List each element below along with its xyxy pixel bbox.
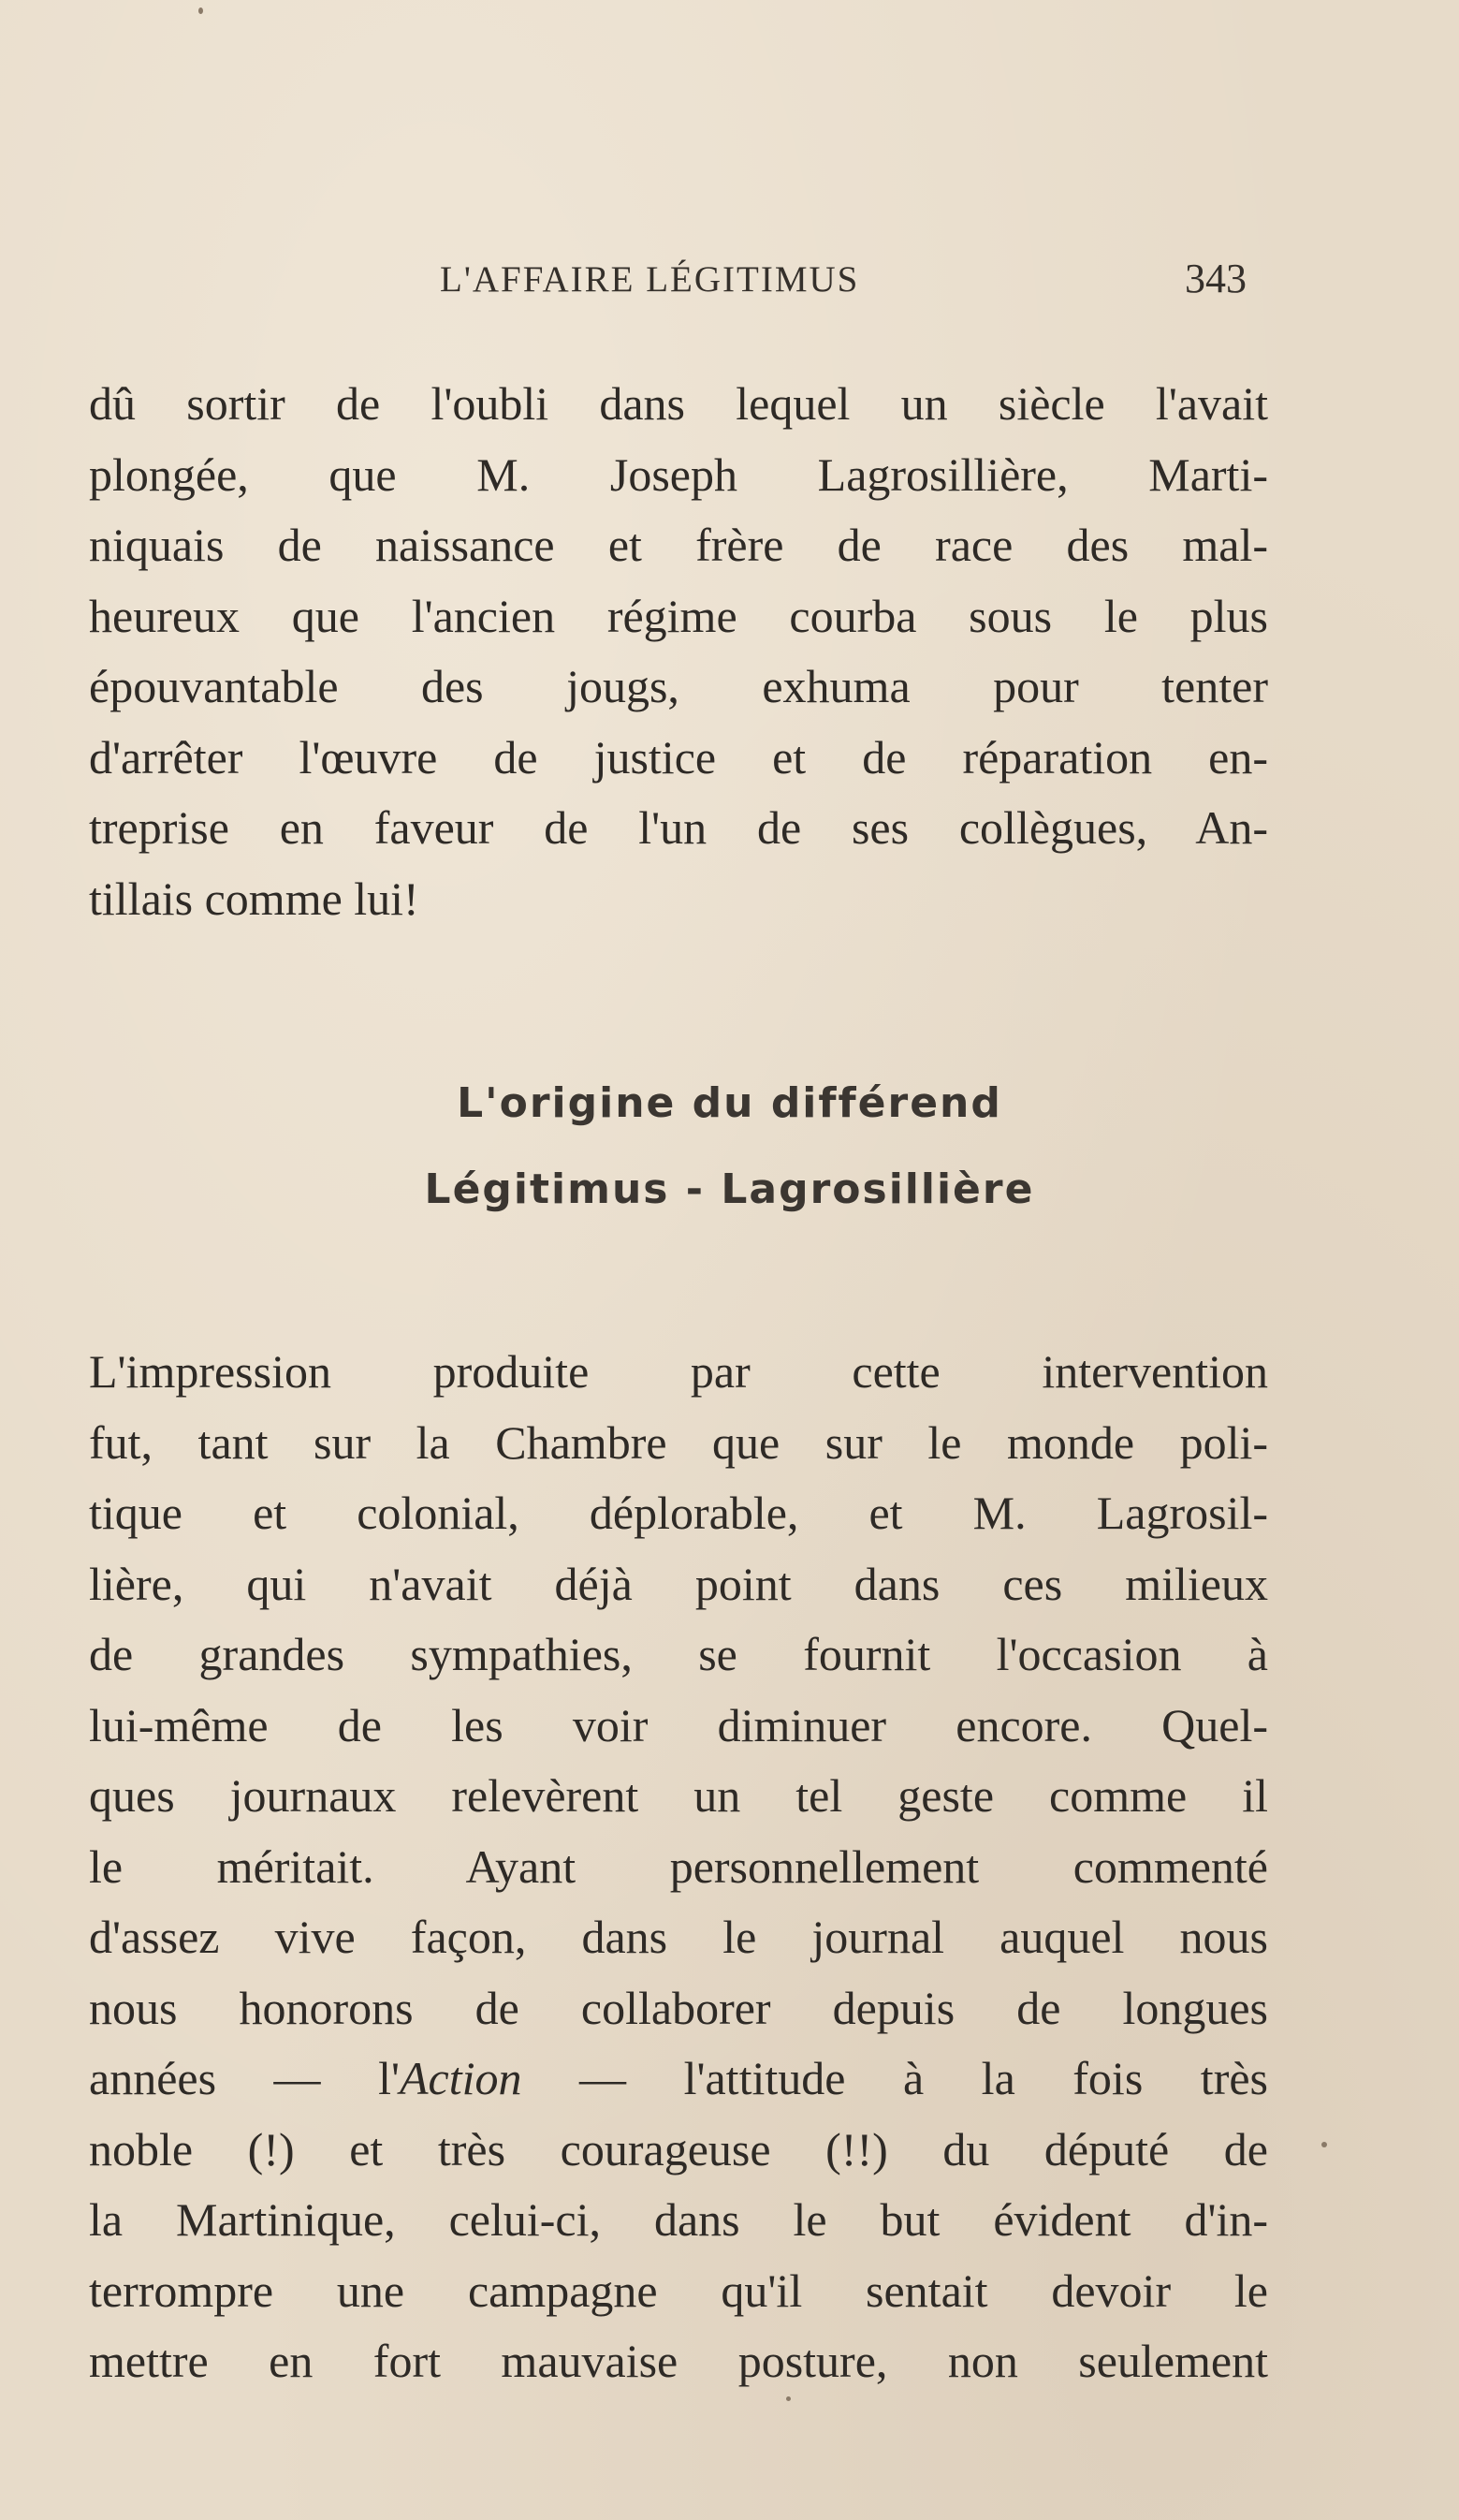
- text-line-with-italic: [89, 2044, 1268, 2115]
- text-line: niquais de naissance et frère de race des mal-: [89, 519, 1268, 571]
- paper-speck: [1321, 2142, 1327, 2147]
- text-line: terrompre une campagne qu'il sentait devoir le: [89, 2264, 1268, 2317]
- text-line: fut, tant sur la Chambre que sur le monde poli-: [89, 1415, 1268, 1469]
- text-line: la Martinique, celui-ci, dans le but évident d'in-: [89, 2193, 1268, 2246]
- newspaper-title: Action: [400, 2052, 522, 2104]
- text-line: plongée, que M. Joseph Lagrosillière, Marti-: [89, 447, 1268, 501]
- text-line: noble (!) et très courageuse (!!) du député de: [89, 2122, 1268, 2176]
- paper-speck: [786, 2396, 791, 2401]
- text-line: le méritait. Ayant personnellement commenté: [89, 1839, 1268, 1893]
- text-segment: années — l': [89, 2052, 400, 2104]
- text-line: tique et colonial, déplorable, et M. Lagrosil-: [89, 1487, 1268, 1539]
- paper-speck: [198, 7, 203, 14]
- text-line: d'arrêter l'œuvre de justice et de réparation en-: [89, 730, 1268, 784]
- text-line: tillais comme lui!: [89, 872, 419, 925]
- text-line: ques journaux relevèrent un tel geste comme il: [89, 1769, 1268, 1822]
- text-line: lière, qui n'avait déjà point dans ces milieux: [89, 1557, 1268, 1610]
- text-line: lui-même de les voir diminuer encore. Quel-: [89, 1698, 1268, 1751]
- paragraph-continuation: [89, 369, 1268, 934]
- paragraph-main: [89, 1337, 1268, 2397]
- text-line: L'impression produite par cette intervention: [89, 1345, 1268, 1398]
- text-line: de grandes sympathies, se fournit l'occasion à: [89, 1628, 1268, 1680]
- text-line: nous honorons de collaborer depuis de longues: [89, 1981, 1268, 2034]
- text-segment: — l'attitude à la fois très: [521, 2052, 1269, 2104]
- running-title: L'AFFAIRE LÉGITIMUS: [440, 259, 860, 300]
- text-line: heureux que l'ancien régime courba sous le plus: [89, 589, 1268, 642]
- text-line: épouvantable des jougs, exhuma pour tenter: [89, 660, 1268, 712]
- text-line: dû sortir de l'oubli dans lequel un siècle l'avait: [89, 377, 1268, 430]
- running-head: [0, 258, 1459, 305]
- text-line: mettre en fort mauvaise posture, non seulement: [89, 2335, 1268, 2387]
- section-heading-title: L'origine du différend: [457, 1079, 1002, 1127]
- page-number: 343: [1185, 256, 1247, 301]
- section-heading-subtitle: Légitimus - Lagrosillière: [424, 1165, 1035, 1213]
- text-line: d'assez vive façon, dans le journal auquel nous: [89, 1911, 1268, 1963]
- text-line: treprise en faveur de l'un de ses collègues, An-: [89, 801, 1268, 854]
